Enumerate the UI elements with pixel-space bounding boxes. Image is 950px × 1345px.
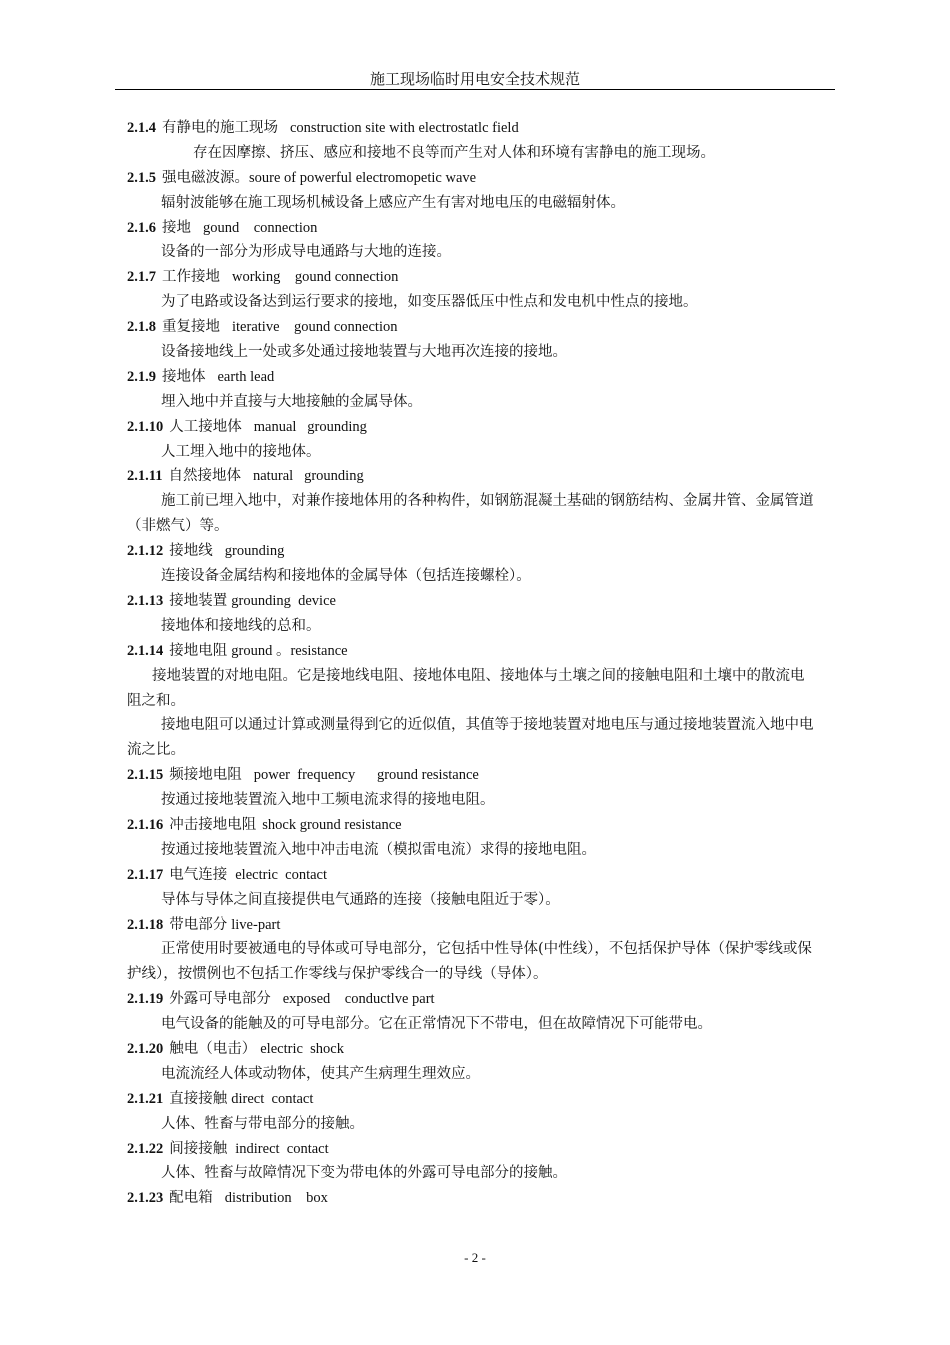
term-chinese: 接地电阻	[169, 642, 228, 659]
term-number: 2.1.7	[127, 269, 156, 286]
term-chinese: 工作接地	[162, 269, 220, 286]
term-english: shock ground resistance	[262, 816, 402, 833]
term-english: live-part	[231, 916, 281, 933]
term-definition: 存在因摩擦、挤压、感应和接地不良等而产生对人体和环境有害静电的施工现场。	[193, 144, 715, 161]
term-number: 2.1.5	[127, 169, 156, 186]
term-heading	[127, 1186, 817, 1211]
term-chinese: 间接接触	[169, 1140, 228, 1157]
term-english: direct contact	[231, 1090, 314, 1107]
term-number: 2.1.22	[127, 1140, 164, 1157]
document-body	[127, 116, 817, 1211]
term-definition: 人工埋入地中的接地体。	[161, 443, 321, 460]
term-chinese: 外露可导电部分	[169, 991, 271, 1008]
term-english: grounding device	[231, 592, 336, 609]
term-chinese: 直接接触	[169, 1090, 228, 1107]
term-heading	[127, 166, 817, 191]
term-heading	[127, 589, 817, 614]
term-definition: 人体、牲畜与故障情况下变为带电体的外露可导电部分的接触。	[161, 1165, 567, 1182]
term-chinese: 人工接地体	[169, 418, 242, 435]
term-heading	[127, 639, 817, 664]
term-english: power frequency ground resistance	[253, 767, 479, 784]
term-chinese: 重复接地	[162, 319, 220, 336]
term-heading	[127, 216, 817, 241]
term-chinese: 有静电的施工现场	[162, 120, 278, 136]
term-chinese: 电气连接	[169, 866, 228, 883]
term-english: distribution box	[224, 1190, 328, 1207]
term-number: 2.1.9	[127, 368, 156, 385]
term-definition: 连接设备金属结构和接地体的金属导体（包括连接螺栓）。	[161, 568, 531, 585]
term-chinese: 触电（电击）	[169, 1041, 257, 1058]
term-chinese: 频接地电阻	[169, 767, 242, 784]
term-english: gound connection	[203, 219, 318, 236]
term-chinese: 接地装置	[169, 592, 228, 609]
term-number: 2.1.21	[127, 1090, 164, 1107]
term-heading	[127, 863, 817, 888]
term-definition: 按通过接地装置流入地中冲击电流（模拟雷电流）求得的接地电阻。	[161, 841, 596, 858]
term-number: 2.1.6	[127, 219, 156, 236]
term-heading	[127, 913, 817, 938]
term-heading	[127, 116, 817, 141]
term-number: 2.1.20	[127, 1041, 164, 1058]
term-heading	[127, 539, 817, 564]
term-english: electric contact	[235, 866, 328, 883]
term-definition: 辐射波能够在施工现场机械设备上感应产生有害对地电压的电磁辐射体。	[161, 194, 625, 211]
header-divider	[115, 89, 835, 90]
term-definition: 电气设备的能触及的可导电部分。它在正常情况下不带电，但在故障情况下可能带电。	[161, 1016, 712, 1033]
term-heading	[127, 763, 817, 788]
term-english: electric shock	[260, 1041, 344, 1058]
term-definition: 施工前已埋入地中，对兼作接地体用的各种构件，如钢筋混凝土基础的钢筋结构、金属井管、金属管道（非燃气）等。	[127, 493, 814, 535]
term-english: working gound connection	[232, 269, 399, 286]
term-definition: 导体与导体之间直接提供电气通路的连接（接触电阻近于零）。	[161, 891, 560, 908]
term-definition: 人体、牲畜与带电部分的接触。	[161, 1115, 364, 1132]
term-chinese: 接地体	[162, 368, 206, 385]
term-definition: 电流流经人体或动物体，使其产生病理生理效应。	[161, 1065, 480, 1082]
term-chinese: 自然接地体	[168, 468, 241, 485]
term-definition: 埋入地中并直接与大地接触的金属导体。	[161, 393, 422, 410]
term-english: grounding	[224, 543, 285, 560]
term-heading	[127, 987, 817, 1012]
term-chinese: 接地	[162, 219, 191, 236]
term-heading	[127, 1037, 817, 1062]
term-heading	[127, 365, 817, 390]
term-number: 2.1.11	[127, 468, 163, 485]
term-definition: 接地体和接地线的总和。	[161, 617, 321, 634]
term-number: 2.1.14	[127, 642, 164, 659]
term-definition: 设备接地线上一处或多处通过接地装置与大地再次连接的接地。	[161, 344, 567, 361]
term-chinese: 接地线	[169, 543, 213, 560]
term-definition-continued: 接地电阻可以通过计算或测量得到它的近似值，其值等于接地装置对地电压与通过接地装置流入地中电流之比。	[127, 717, 814, 759]
term-definition: 设备的一部分为形成导电通路与大地的连接。	[161, 244, 451, 261]
term-number: 2.1.18	[127, 916, 164, 933]
page-header: 施工现场临时用电安全技术规范	[369, 70, 580, 88]
term-english: earth lead	[217, 368, 275, 385]
term-number: 2.1.8	[127, 319, 156, 336]
term-english: natural grounding	[252, 468, 364, 485]
term-number: 2.1.12	[127, 543, 164, 560]
term-definition: 按通过接地装置流入地中工频电流求得的接地电阻。	[161, 792, 495, 809]
term-heading	[127, 265, 817, 290]
term-english: ground 。resistance	[231, 642, 348, 659]
term-heading	[127, 315, 817, 340]
term-english: indirect contact	[235, 1140, 329, 1157]
term-number: 2.1.23	[127, 1190, 164, 1207]
term-chinese: 强电磁波源。	[162, 169, 249, 186]
term-english: soure of powerful electromopetic wave	[249, 169, 477, 186]
term-chinese: 配电箱	[169, 1190, 213, 1207]
term-number: 2.1.4	[127, 120, 156, 136]
term-definition: 接地装置的对地电阻。它是接地线电阻、接地体电阻、接地体与土壤之间的接触电阻和土壤中的散流电阻之和。	[127, 667, 805, 709]
term-number: 2.1.15	[127, 767, 164, 784]
term-chinese: 带电部分	[169, 916, 228, 933]
term-definition: 正常使用时要被通电的导体或可导电部分，它包括中性导体(中性线），不包括保护导体（保护零线或保护线），按惯例也不包括工作零线与保护零线合一的导线（导体）。	[127, 941, 812, 983]
term-number: 2.1.17	[127, 866, 164, 883]
term-heading	[127, 1137, 817, 1162]
term-heading	[127, 464, 817, 489]
term-number: 2.1.10	[127, 418, 164, 435]
term-heading	[127, 415, 817, 440]
term-english: exposed conductlve part	[282, 991, 435, 1008]
term-chinese: 冲击接地电阻	[169, 816, 257, 833]
term-number: 2.1.19	[127, 991, 164, 1008]
page-number: - 2 -	[464, 1250, 486, 1265]
term-english: manual grounding	[253, 418, 367, 435]
term-english: construction site with electrostatlc field	[290, 120, 519, 136]
term-heading	[127, 1087, 817, 1112]
term-number: 2.1.13	[127, 592, 164, 609]
term-definition: 为了电路或设备达到运行要求的接地，如变压器低压中性点和发电机中性点的接地。	[161, 294, 698, 311]
term-english: iterative gound connection	[232, 319, 398, 336]
term-number: 2.1.16	[127, 816, 164, 833]
term-heading	[127, 813, 817, 838]
